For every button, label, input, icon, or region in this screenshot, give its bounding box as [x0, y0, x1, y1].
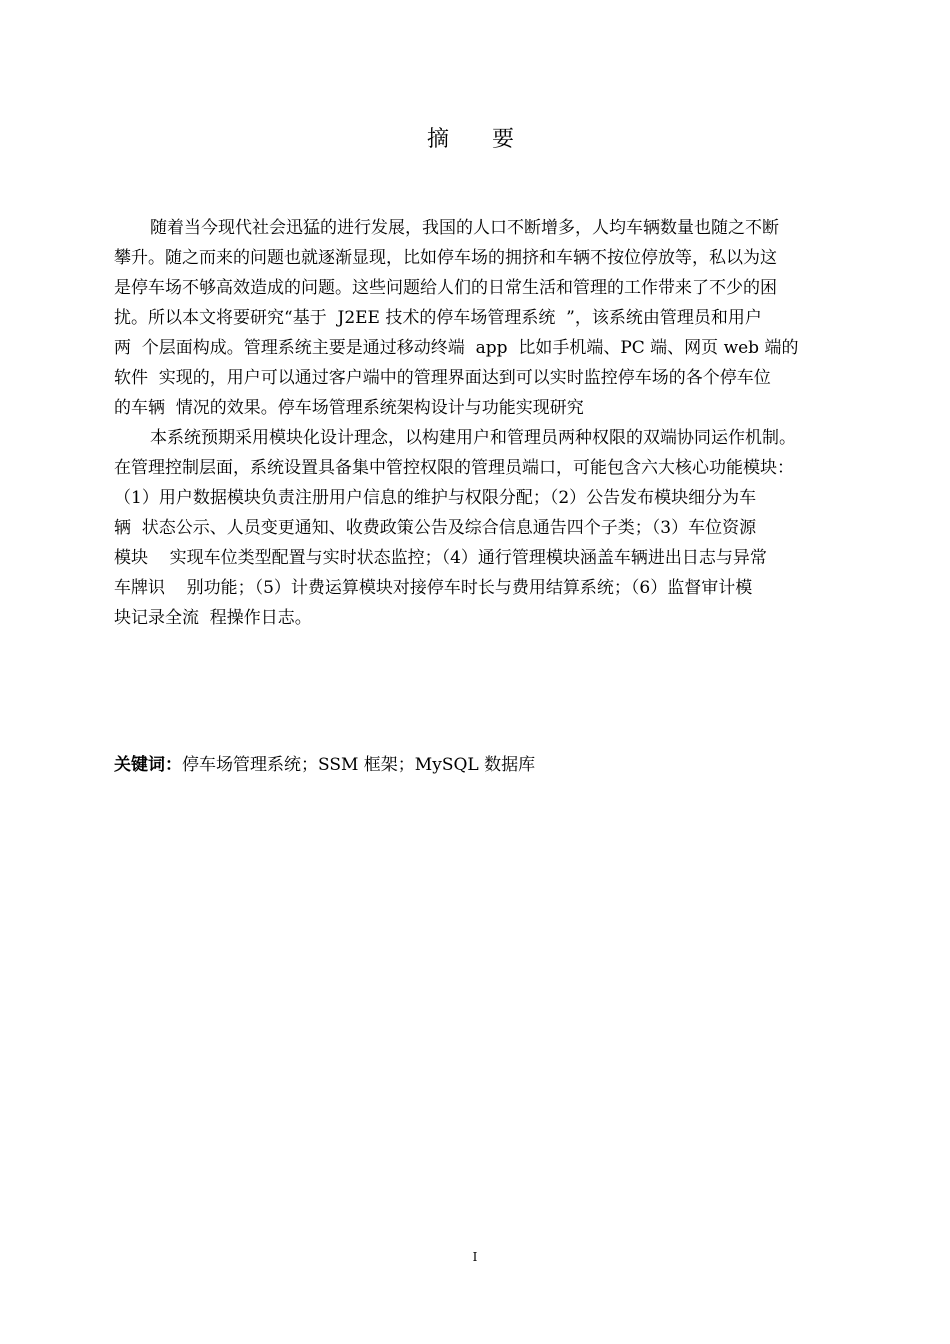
paragraph-1-line-5: 两 个层面构成。管理系统主要是通过移动终端 app 比如手机端、PC 端、网页 web 端的 [114, 338, 799, 358]
paragraph-1-line-3: 是停车场不够高效造成的问题。这些问题给人们的日常生活和管理的工作带来了不少的困 [114, 278, 777, 298]
paragraph-1-line-1: 随着当今现代社会迅猛的进行发展，我国的人口不断增多，人均车辆数量也随之不断 [150, 218, 779, 238]
paragraph-2-line-5: 模块 实现车位类型配置与实时状态监控；（4）通行管理模块涵盖车辆进出日志与异常 [114, 548, 767, 568]
paragraph-1-line-6: 软件 实现的，用户可以通过客户端中的管理界面达到可以实时监控停车场的各个停车位 [114, 368, 771, 388]
page-number: I [472, 1250, 478, 1264]
paragraph-2-line-4: 辆 状态公示、人员变更通知、收费政策公告及综合信息通告四个子类；（3）车位资源 [114, 518, 757, 538]
abstract-body [114, 213, 866, 633]
paragraph-1-line-4: 扰。所以本文将要研究“基于 J2EE 技术的停车场管理系统 ”，该系统由管理员和用户 [114, 308, 762, 328]
paragraph-2-line-7: 块记录全流 程操作日志。 [114, 608, 312, 628]
paragraph-1-line-2: 攀升。随之而来的问题也就逐渐显现，比如停车场的拥挤和车辆不按位停放等，私以为这 [114, 248, 777, 268]
keywords-label: 关键词： [114, 755, 182, 775]
paragraph-2-line-3: （1）用户数据模块负责注册用户信息的维护与权限分配；（2）公告发布模块细分为车 [114, 488, 757, 508]
paragraph-2-line-6: 车牌识 别功能；（5）计费运算模块对接停车时长与费用结算系统；（6）监督审计模 [114, 578, 753, 598]
paragraph-2-line-2: 在管理控制层面，系统设置具备集中管控权限的管理员端口，可能包含六大核心功能模块： [114, 458, 794, 478]
keywords-line [114, 750, 866, 780]
abstract-title: 摘 要 [427, 127, 532, 152]
paragraph-1-line-7: 的车辆 情况的效果。停车场管理系统架构设计与功能实现研究 [114, 398, 584, 418]
paragraph-2-line-1: 本系统预期采用模块化设计理念，以构建用户和管理员两种权限的双端协同运作机制。 [150, 428, 796, 448]
keywords-text: 停车场管理系统；SSM 框架；MySQL 数据库 [182, 755, 536, 775]
